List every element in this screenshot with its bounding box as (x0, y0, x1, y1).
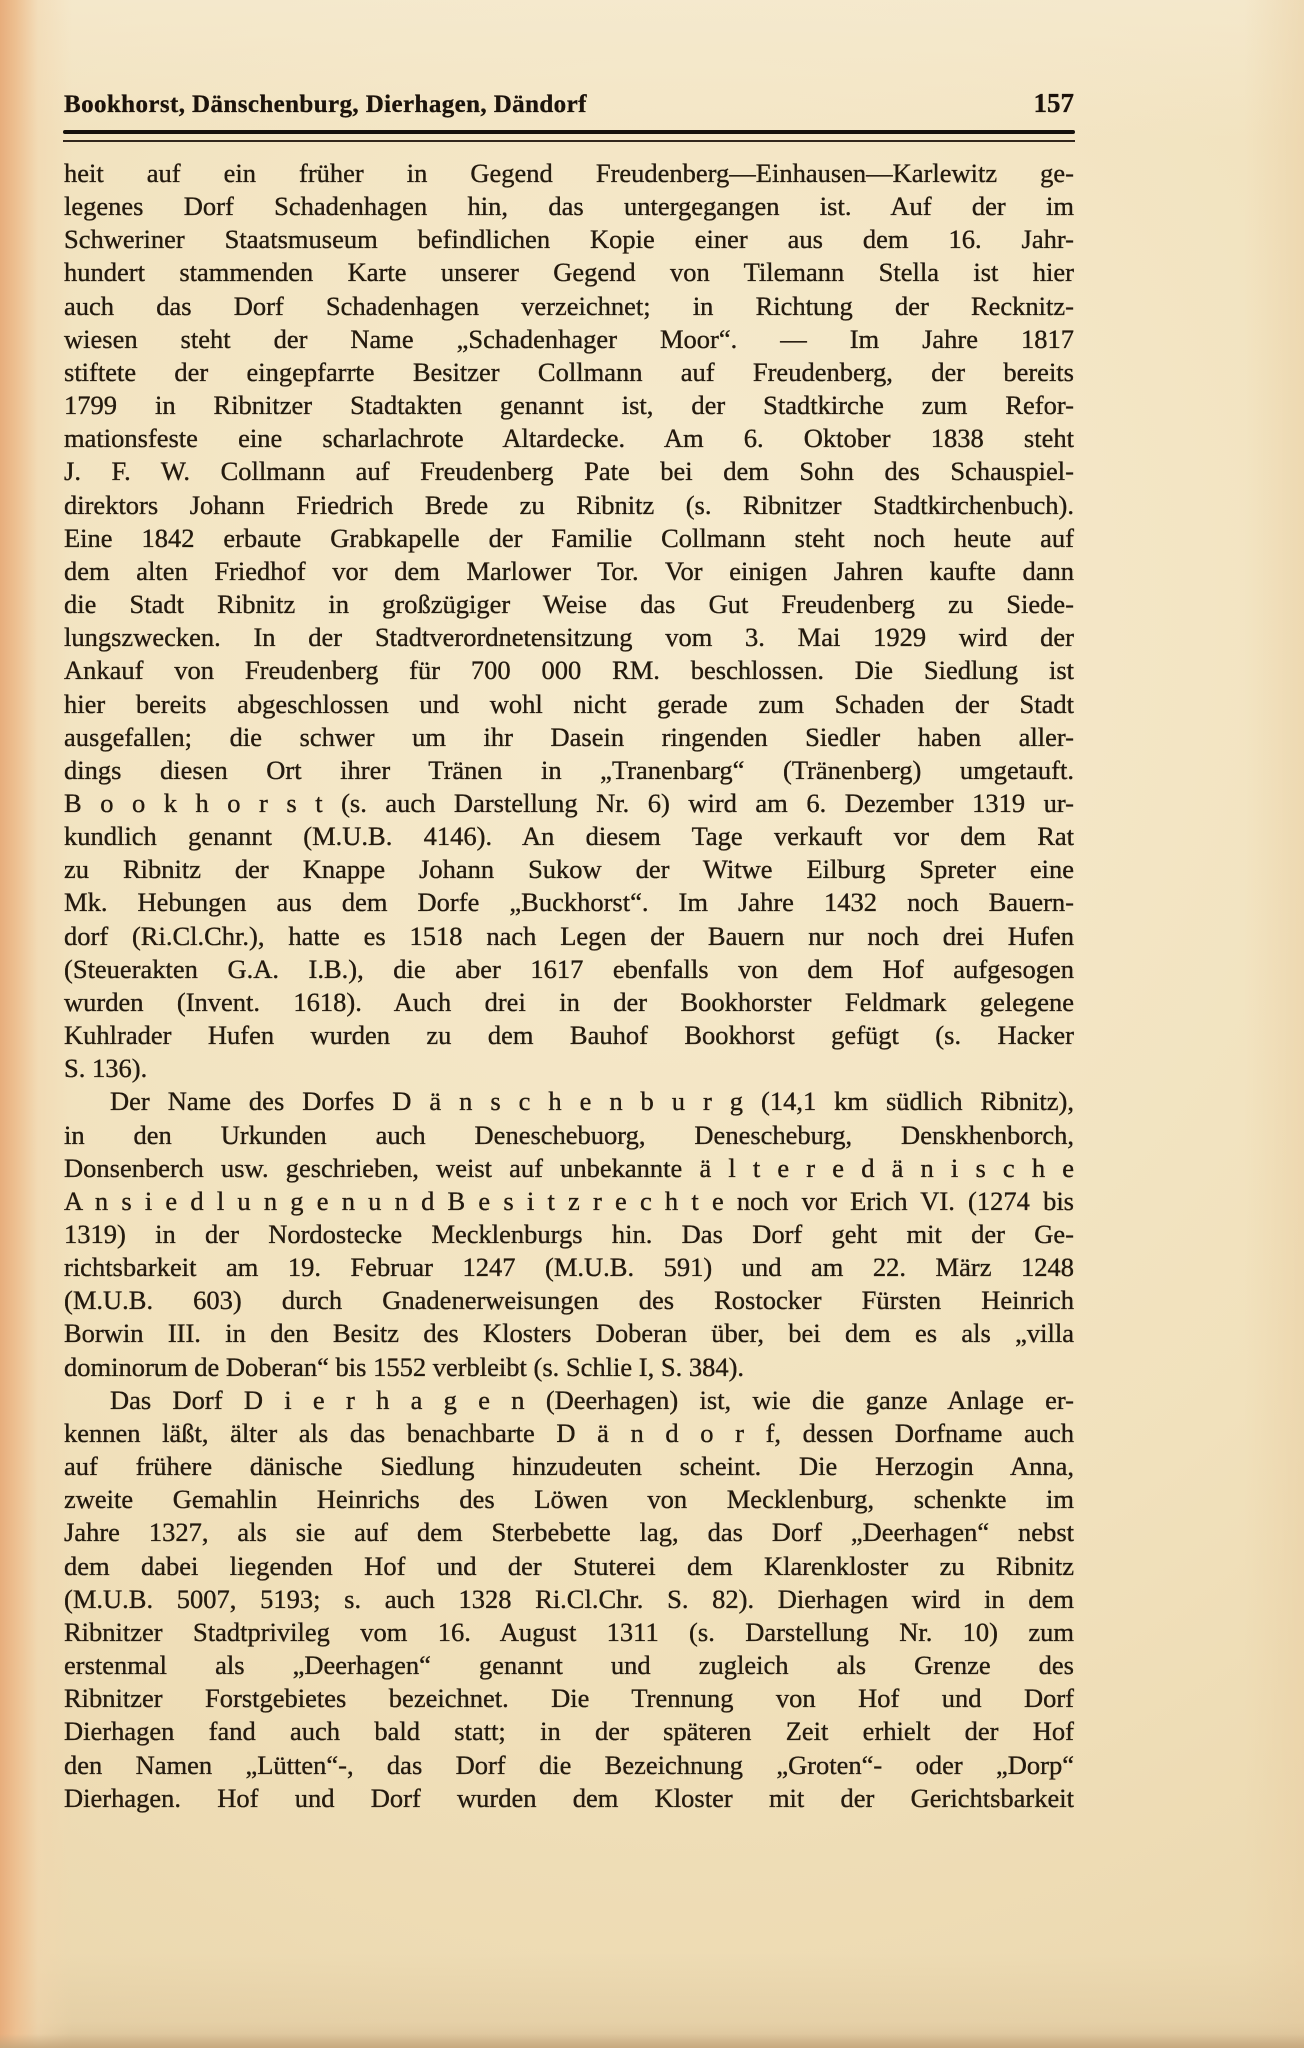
text-line: Ribnitzer Stadtprivileg vom 16. August 1311 (s. Darstellung Nr. 10) zum (64, 1616, 1074, 1647)
text-line: S. 136). (64, 1053, 148, 1084)
text-line: auf frühere dänische Siedlung hinzudeuten scheint. Die Herzogin Anna, (64, 1451, 1074, 1482)
text-line: Dierhagen fand auch bald statt; in der späteren Zeit erhielt der Hof (64, 1716, 1074, 1747)
text-line: richtsbarkeit am 19. Februar 1247 (M.U.B. 591) und am 22. März 1248 (64, 1252, 1074, 1283)
text-line: lungszwecken. In der Stadtverordnetensitzung vom 3. Mai 1929 wird der (64, 622, 1074, 653)
text-line: auch das Dorf Schadenhagen verzeichnet; in Richtung der Recknitz- (64, 290, 1074, 321)
text-line: zweite Gemahlin Heinrichs des Löwen von Mecklenburg, schenkte im (64, 1484, 1074, 1515)
text-line: erstenmal als „Deerhagen“ genannt und zugleich als Grenze des (64, 1650, 1074, 1681)
text-line: wurden (Invent. 1618). Auch drei in der Bookhorster Feldmark gelegene (64, 986, 1074, 1017)
text-line: hundert stammenden Karte unserer Gegend von Tilemann Stella ist hier (64, 257, 1074, 288)
text-line: heit auf ein früher in Gegend Freudenberg—Einhausen—Karlewitz ge- (64, 158, 1074, 188)
header-rule-thin (63, 140, 1075, 142)
text-line: legenes Dorf Schadenhagen hin, das untergegangen ist. Auf der im (64, 191, 1074, 222)
running-header (64, 88, 1074, 119)
text-line: (Steuerakten G.A. I.B.), die aber 1617 ebenfalls von dem Hof aufgesogen (64, 953, 1074, 984)
text-line: Borwin III. in den Besitz des Klosters Doberan über, bei dem es als „villa (64, 1318, 1074, 1349)
text-line: (M.U.B. 5007, 5193; s. auch 1328 Ri.Cl.Chr. S. 82). Dierhagen wird in dem (64, 1583, 1074, 1614)
text-line: direktors Johann Friedrich Brede zu Ribnitz (s. Ribnitzer Stadtkirchenbuch). (64, 489, 1074, 520)
text-line: Ribnitzer Forstgebietes bezeichnet. Die Trennung von Hof und Dorf (64, 1683, 1074, 1714)
text-line: Der Name des Dorfes D ä n s c h e n b u r g (14,1 km südlich Ribnitz), (110, 1086, 1074, 1117)
text-line: Das Dorf D i e r h a g e n (Deerhagen) ist, wie die ganze Anlage er- (110, 1384, 1074, 1415)
text-line: hier bereits abgeschlossen und wohl nicht gerade zum Schaden der Stadt (64, 688, 1074, 719)
text-line: Eine 1842 erbaute Grabkapelle der Familie Collmann steht noch heute auf (64, 522, 1074, 553)
text-line: Kuhlrader Hufen wurden zu dem Bauhof Bookhorst gefügt (s. Hacker (64, 1020, 1074, 1051)
text-line: Jahre 1327, als sie auf dem Sterbebette lag, das Dorf „Deerhagen“ nebst (64, 1517, 1074, 1548)
text-line: 1319) in der Nordostecke Mecklenburgs hin. Das Dorf geht mit der Ge- (64, 1219, 1074, 1249)
text-line: Mk. Hebungen aus dem Dorfe „Buckhorst“. Im Jahre 1432 noch Bauern- (64, 887, 1074, 918)
header-rule-thick (63, 130, 1075, 134)
text-line: B o o k h o r s t (s. auch Darstellung Nr. 6) wird am 6. Dezember 1319 ur- (64, 787, 1074, 818)
text-line: Donsenberch usw. geschrieben, weist auf unbekannte ä l t e r e d ä n i s c h e (64, 1152, 1074, 1183)
running-header-title: Bookhorst, Dänschenburg, Dierhagen, Dändorf (64, 91, 587, 118)
text-line: zu Ribnitz der Knappe Johann Sukow der Witwe Eilburg Spreter eine (64, 854, 1074, 885)
text-line: in den Urkunden auch Deneschebuorg, Denescheburg, Denskhenborch, (64, 1119, 1074, 1150)
text-line: kennen läßt, älter als das benachbarte D ä n d o r f, dessen Dorfname auch (64, 1417, 1074, 1448)
text-line: dem alten Friedhof vor dem Marlower Tor. Vor einigen Jahren kaufte dann (64, 555, 1074, 586)
body-text (64, 157, 1074, 1815)
page-bottom-edge (0, 2034, 1304, 2048)
text-line: A n s i e d l u n g e n u n d B e s i t z r e c h t e noch vor Erich VI. (1274 bis (64, 1185, 1074, 1216)
text-line: 1799 in Ribnitzer Stadtakten genannt ist, der Stadtkirche zum Refor- (64, 390, 1074, 421)
text-line: dorf (Ri.Cl.Chr.), hatte es 1518 nach Legen der Bauern nur noch drei Hufen (64, 920, 1074, 951)
text-line: kundlich genannt (M.U.B. 4146). An diesem Tage verkauft vor dem Rat (64, 821, 1074, 852)
text-line: Ankauf von Freudenberg für 700 000 RM. beschlossen. Die Siedlung ist (64, 655, 1074, 686)
text-line: dem dabei liegenden Hof und der Stuterei dem Klarenkloster zu Ribnitz (64, 1550, 1074, 1581)
text-line: Dierhagen. Hof und Dorf wurden dem Kloster mit der Gerichtsbarkeit (64, 1782, 1074, 1813)
text-line: (M.U.B. 603) durch Gnadenerweisungen des Rostocker Fürsten Heinrich (64, 1285, 1074, 1316)
text-line: stiftete der eingepfarrte Besitzer Collmann auf Freudenberg, der bereits (64, 356, 1074, 387)
text-line: ausgefallen; die schwer um ihr Dasein ringenden Siedler haben aller- (64, 721, 1074, 752)
text-line: J. F. W. Collmann auf Freudenberg Pate bei dem Sohn des Schauspiel- (64, 456, 1074, 487)
text-line: den Namen „Lütten“-, das Dorf die Bezeichnung „Groten“- oder „Dorp“ (64, 1749, 1074, 1780)
text-line: dings diesen Ort ihrer Tränen in „Tranenbarg“ (Tränenberg) umgetauft. (64, 754, 1074, 785)
text-line: Schweriner Staatsmuseum befindlichen Kopie einer aus dem 16. Jahr- (64, 224, 1074, 255)
page-number: 157 (1033, 88, 1074, 118)
text-line: dominorum de Doberan“ bis 1552 verbleibt (s. Schlie I, S. 384). (64, 1351, 745, 1382)
text-line: mationsfeste eine scharlachrote Altardecke. Am 6. Oktober 1838 steht (64, 423, 1074, 454)
text-line: wiesen steht der Name „Schadenhager Moor“. — Im Jahre 1817 (64, 323, 1074, 354)
text-line: die Stadt Ribnitz in großzügiger Weise das Gut Freudenberg zu Siede- (64, 589, 1074, 620)
